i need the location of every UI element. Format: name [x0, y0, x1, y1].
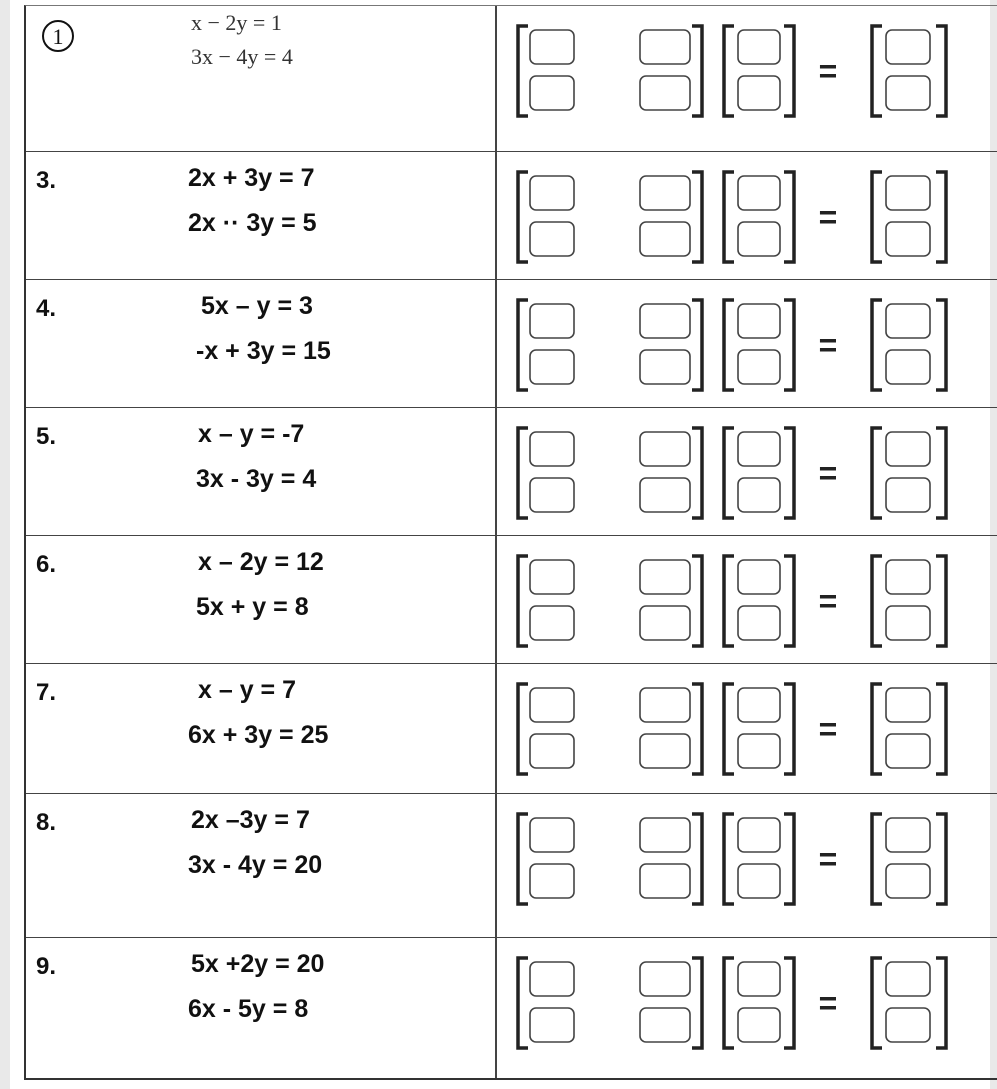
coefficient-matrix-right-bracket	[692, 172, 702, 262]
constant-matrix-right-bracket	[936, 684, 946, 774]
variable-matrix-left-bracket	[724, 26, 734, 116]
problem-row-8	[26, 794, 997, 938]
coefficient-a22-box[interactable]	[640, 478, 690, 512]
constant-b1-box[interactable]	[886, 560, 930, 594]
problem-number: 6.	[36, 551, 57, 578]
constant-matrix-left-bracket	[872, 428, 882, 518]
equation-1: x − 2y = 1	[191, 10, 282, 35]
equation-2: 6x - 5y = 8	[188, 995, 309, 1023]
constant-matrix-right-bracket	[936, 300, 946, 390]
coefficient-a22-box[interactable]	[640, 350, 690, 384]
coefficient-a22-box[interactable]	[640, 76, 690, 110]
matrix-equation-table	[24, 5, 997, 1080]
coefficient-a11-box[interactable]	[530, 560, 574, 594]
variable-matrix-right-bracket	[784, 26, 794, 116]
coefficient-a11-box[interactable]	[530, 962, 574, 996]
equation-2: 3x - 3y = 4	[196, 465, 317, 493]
constant-b2-box[interactable]	[886, 350, 930, 384]
coefficient-a22-box[interactable]	[640, 222, 690, 256]
matrix-template	[502, 152, 997, 292]
equation-1: x – 2y = 12	[198, 548, 324, 576]
variable-matrix-right-bracket	[784, 958, 794, 1048]
matrix-template	[502, 938, 997, 1078]
circled-number-1	[40, 18, 76, 54]
worksheet-page	[10, 0, 990, 1089]
constant-matrix-right-bracket	[936, 556, 946, 646]
constant-b2-box[interactable]	[886, 864, 930, 898]
variable-matrix-left-bracket	[724, 428, 734, 518]
constant-matrix-right-bracket	[936, 958, 946, 1048]
equals-sign: =	[818, 841, 838, 877]
coefficient-a21-box[interactable]	[530, 76, 574, 110]
constant-b1-box[interactable]	[886, 962, 930, 996]
coefficient-matrix-right-bracket	[692, 684, 702, 774]
equation-1: x – y = 7	[198, 676, 296, 704]
coefficient-a21-box[interactable]	[530, 1008, 574, 1042]
coefficient-a11-box[interactable]	[530, 432, 574, 466]
equation-1: 2x –3y = 7	[191, 806, 310, 834]
constant-matrix-left-bracket	[872, 814, 882, 904]
coefficient-a22-box[interactable]	[640, 864, 690, 898]
equation-1: 5x – y = 3	[201, 292, 313, 320]
problem-number: 8.	[36, 809, 57, 836]
constant-b1-box[interactable]	[886, 432, 930, 466]
equation-2: 2x ·· 3y = 5	[188, 209, 317, 237]
variable-matrix-left-bracket	[724, 300, 734, 390]
equals-sign: =	[818, 583, 838, 619]
coefficient-a21-box[interactable]	[530, 222, 574, 256]
variable-x-box[interactable]	[738, 304, 780, 338]
constant-b1-box[interactable]	[886, 304, 930, 338]
constant-b2-box[interactable]	[886, 1008, 930, 1042]
constant-matrix-left-bracket	[872, 556, 882, 646]
variable-x-box[interactable]	[738, 30, 780, 64]
problem-row-5	[26, 408, 997, 536]
equation-2: 3x − 4y = 4	[191, 44, 293, 69]
constant-b1-box[interactable]	[886, 818, 930, 852]
variable-matrix-right-bracket	[784, 814, 794, 904]
coefficient-a11-box[interactable]	[530, 818, 574, 852]
equation-1: 5x +2y = 20	[191, 950, 325, 978]
matrix-template	[502, 280, 997, 420]
coefficient-a22-box[interactable]	[640, 1008, 690, 1042]
constant-matrix-right-bracket	[936, 172, 946, 262]
coefficient-matrix-left-bracket	[518, 26, 528, 116]
variable-x-box[interactable]	[738, 818, 780, 852]
coefficient-a11-box[interactable]	[530, 688, 574, 722]
matrix-template	[502, 408, 997, 548]
constant-matrix-right-bracket	[936, 814, 946, 904]
matrix-template	[502, 6, 997, 146]
equation-2: 5x + y = 8	[196, 593, 309, 621]
problem-number: 3.	[36, 167, 57, 194]
coefficient-matrix-left-bracket	[518, 428, 528, 518]
constant-b2-box[interactable]	[886, 76, 930, 110]
equation-2: 3x - 4y = 20	[188, 851, 323, 879]
constant-b1-box[interactable]	[886, 176, 930, 210]
equals-sign: =	[818, 53, 838, 89]
coefficient-matrix-right-bracket	[692, 300, 702, 390]
coefficient-a22-box[interactable]	[640, 606, 690, 640]
coefficient-a21-box[interactable]	[530, 864, 574, 898]
variable-x-box[interactable]	[738, 560, 780, 594]
matrix-template	[502, 536, 997, 676]
matrix-template	[502, 794, 997, 934]
problem-row-6	[26, 536, 997, 664]
problem-row-9	[26, 938, 997, 1079]
variable-matrix-right-bracket	[784, 684, 794, 774]
variable-y-box[interactable]	[738, 222, 780, 256]
variable-matrix-right-bracket	[784, 428, 794, 518]
variable-matrix-left-bracket	[724, 684, 734, 774]
problem-number: 4.	[36, 295, 57, 322]
variable-x-box[interactable]	[738, 176, 780, 210]
coefficient-a11-box[interactable]	[530, 304, 574, 338]
coefficient-a11-box[interactable]	[530, 176, 574, 210]
constant-b2-box[interactable]	[886, 606, 930, 640]
constant-b2-box[interactable]	[886, 222, 930, 256]
coefficient-a21-box[interactable]	[530, 606, 574, 640]
coefficient-matrix-right-bracket	[692, 26, 702, 116]
variable-matrix-left-bracket	[724, 556, 734, 646]
coefficient-a12-box[interactable]	[640, 688, 690, 722]
equals-sign: =	[818, 985, 838, 1021]
problem-number: 5.	[36, 423, 57, 450]
variable-matrix-right-bracket	[784, 300, 794, 390]
coefficient-a12-box[interactable]	[640, 560, 690, 594]
equation-2: -x + 3y = 15	[196, 337, 331, 365]
variable-y-box[interactable]	[738, 606, 780, 640]
coefficient-matrix-right-bracket	[692, 958, 702, 1048]
equals-sign: =	[818, 199, 838, 235]
variable-y-box[interactable]	[738, 76, 780, 110]
coefficient-a22-box[interactable]	[640, 734, 690, 768]
variable-y-box[interactable]	[738, 478, 780, 512]
equals-sign: =	[818, 711, 838, 747]
constant-b1-box[interactable]	[886, 688, 930, 722]
constant-matrix-left-bracket	[872, 172, 882, 262]
constant-matrix-left-bracket	[872, 684, 882, 774]
constant-matrix-left-bracket	[872, 958, 882, 1048]
variable-matrix-left-bracket	[724, 814, 734, 904]
constant-b1-box[interactable]	[886, 30, 930, 64]
constant-matrix-left-bracket	[872, 26, 882, 116]
variable-y-box[interactable]	[738, 864, 780, 898]
coefficient-a12-box[interactable]	[640, 176, 690, 210]
problem-row-3	[26, 152, 997, 280]
coefficient-matrix-left-bracket	[518, 300, 528, 390]
coefficient-matrix-left-bracket	[518, 958, 528, 1048]
variable-matrix-left-bracket	[724, 958, 734, 1048]
problem-number: 1	[52, 24, 64, 49]
matrix-template	[502, 664, 997, 804]
coefficient-matrix-right-bracket	[692, 428, 702, 518]
variable-x-box[interactable]	[738, 688, 780, 722]
coefficient-a21-box[interactable]	[530, 734, 574, 768]
problem-row-7	[26, 664, 997, 794]
coefficient-a12-box[interactable]	[640, 432, 690, 466]
coefficient-matrix-left-bracket	[518, 684, 528, 774]
constant-matrix-right-bracket	[936, 428, 946, 518]
coefficient-a12-box[interactable]	[640, 30, 690, 64]
equation-2: 6x + 3y = 25	[188, 721, 329, 749]
equals-sign: =	[818, 327, 838, 363]
problem-number: 9.	[36, 953, 57, 980]
constant-b2-box[interactable]	[886, 734, 930, 768]
variable-matrix-right-bracket	[784, 556, 794, 646]
coefficient-a21-box[interactable]	[530, 350, 574, 384]
equation-1: x – y = -7	[198, 420, 305, 448]
coefficient-a12-box[interactable]	[640, 818, 690, 852]
coefficient-matrix-right-bracket	[692, 814, 702, 904]
variable-y-box[interactable]	[738, 1008, 780, 1042]
problem-row-4	[26, 280, 997, 408]
equals-sign: =	[818, 455, 838, 491]
coefficient-matrix-left-bracket	[518, 172, 528, 262]
constant-matrix-right-bracket	[936, 26, 946, 116]
variable-x-box[interactable]	[738, 432, 780, 466]
coefficient-matrix-left-bracket	[518, 814, 528, 904]
variable-x-box[interactable]	[738, 962, 780, 996]
coefficient-a12-box[interactable]	[640, 962, 690, 996]
coefficient-matrix-right-bracket	[692, 556, 702, 646]
variable-matrix-right-bracket	[784, 172, 794, 262]
variable-y-box[interactable]	[738, 350, 780, 384]
coefficient-a11-box[interactable]	[530, 30, 574, 64]
constant-matrix-left-bracket	[872, 300, 882, 390]
coefficient-a12-box[interactable]	[640, 304, 690, 338]
variable-y-box[interactable]	[738, 734, 780, 768]
coefficient-matrix-left-bracket	[518, 556, 528, 646]
problem-row-1	[26, 6, 997, 152]
equation-1: 2x + 3y = 7	[188, 164, 315, 192]
variable-matrix-left-bracket	[724, 172, 734, 262]
problem-number: 7.	[36, 679, 57, 706]
constant-b2-box[interactable]	[886, 478, 930, 512]
coefficient-a21-box[interactable]	[530, 478, 574, 512]
